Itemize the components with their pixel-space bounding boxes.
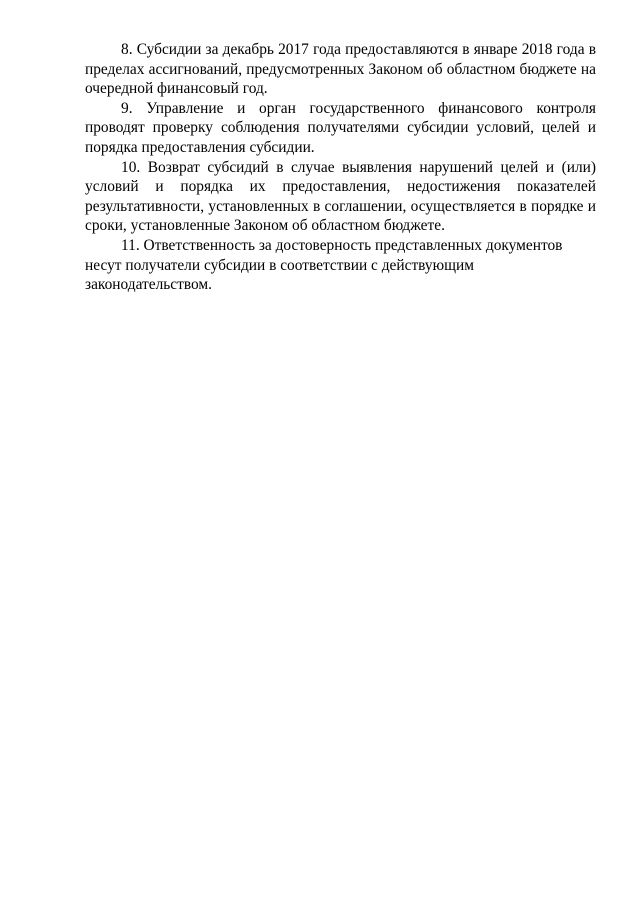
paragraph-8: 8. Субсидии за декабрь 2017 года предоставляются в январе 2018 года в пределах ассигнований, предусмотренных Законом об областном бюджете на очередной финансовый год. bbox=[85, 41, 596, 98]
document-body bbox=[85, 40, 596, 295]
paragraph-11: 11. Ответственность за достоверность представленных документов несут получатели субсидии в соответствии с действующим законодательством. bbox=[85, 236, 563, 294]
paragraph-10: 10. Возврат субсидий в случае выявления нарушений целей и (или) условий и порядка их предоставления, недостижения показателей результативности, установленных в соглашении, осуществляется в порядке и сроки, установленные Законом об областном бюджете. bbox=[85, 158, 596, 235]
paragraph-9: 9. Управление и орган государственного финансового контроля проводят проверку соблюдения получателями субсидии условий, целей и порядка предоставления субсидии. bbox=[85, 99, 596, 156]
